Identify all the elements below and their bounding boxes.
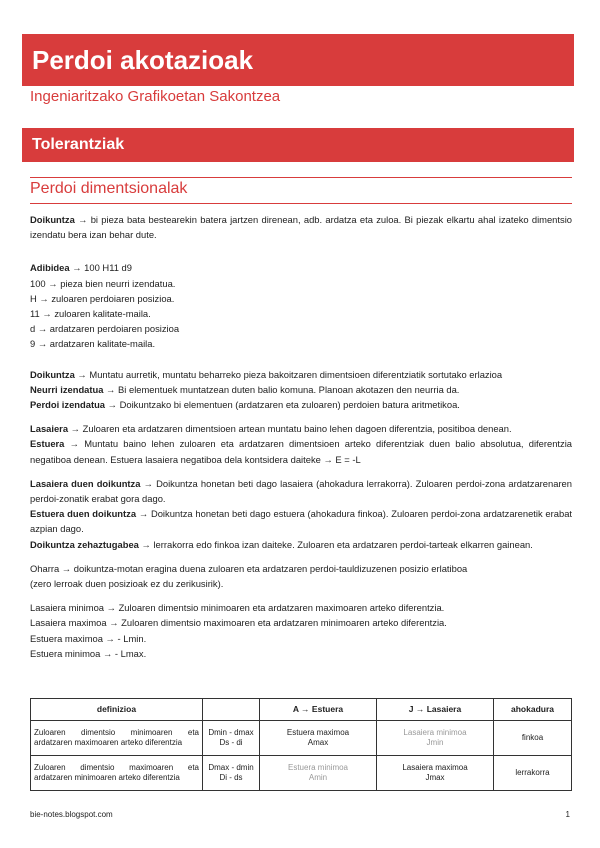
final-line: Lasaiera maximoa → Zuloaren dimentsio maximoaren eta ardatzaren minimoaren arteko diferentzia. bbox=[30, 617, 447, 629]
definition-text: → Doikuntzako bi elementuen (ardatzaren eta zuloaren) perdoien batura aritmetikoa. bbox=[105, 399, 460, 411]
definition-text: → lerrakorra edo finkoa izan daiteke. Zuloaren eta ardatzaren perdoi-tarteak elkarren gainean. bbox=[138, 538, 533, 550]
definition-line bbox=[30, 436, 572, 466]
definition-text: → Doikuntza honetan beti dago estuera (ahokadura finkoa). Zuloaren perdoi-zona ardatzarenetik erabat azpian dago. bbox=[30, 508, 573, 535]
term: Neurri izendatua bbox=[30, 383, 104, 395]
cell-text: Estuera minimoa bbox=[287, 762, 349, 772]
term: Lasaiera duen doikuntza bbox=[30, 477, 141, 489]
table-header-row bbox=[31, 699, 572, 721]
table-cell: finkoa bbox=[494, 721, 572, 756]
example-line: d → ardatzaren perdoiaren posizioa bbox=[30, 323, 180, 335]
subsection-rule-bottom bbox=[30, 203, 572, 204]
table-row bbox=[31, 721, 572, 756]
table-cell: lerrakorra bbox=[494, 756, 572, 791]
example-line: 100 → pieza bien neurri izendatua. bbox=[30, 277, 176, 289]
cell-text: Lasaiera maximoa bbox=[402, 762, 468, 772]
term: Estuera duen doikuntza bbox=[30, 508, 137, 520]
example-title bbox=[30, 260, 572, 275]
final-line: Lasaiera minimoa → Zuloaren dimentsio minimoaren eta ardatzaren maximoaren arteko diferentzia. bbox=[30, 602, 445, 614]
term: Doikuntza zehaztugabea bbox=[30, 538, 139, 550]
column-header bbox=[203, 699, 260, 721]
page-number: 1 bbox=[565, 810, 570, 819]
cell-text: Jmin bbox=[426, 738, 444, 747]
definition-line bbox=[30, 367, 572, 382]
cell-text: Amax bbox=[307, 738, 329, 747]
cell-text: Lasaiera minimoa bbox=[403, 727, 467, 737]
final-line: Estuera maximoa → - Lmin. bbox=[30, 632, 147, 644]
example-line: H → zuloaren perdoiaren posizioa. bbox=[30, 292, 175, 304]
tolerance-table bbox=[30, 698, 572, 791]
table-cell bbox=[377, 721, 494, 756]
definition-text: → bi pieza bata bestearekin batera jartzen direnean, adb. ardatza eta zuloa. Bi piezak elkartu ahal izateko dimentsio izendatu bera izan behar dute. bbox=[30, 214, 572, 241]
definition-line bbox=[30, 421, 572, 436]
definition-line bbox=[30, 537, 572, 552]
formula: Dmax - dmin bbox=[208, 762, 254, 772]
cell-text: Estuera maximoa bbox=[286, 727, 350, 737]
definition-line bbox=[30, 506, 572, 536]
table-cell bbox=[260, 756, 377, 791]
formula: Di - ds bbox=[219, 773, 243, 782]
term: Perdoi izendatua bbox=[30, 399, 106, 411]
table-cell: Zuloaren dimentsio minimoaren eta ardatzaren maximoaren arteko diferentzia bbox=[31, 721, 203, 756]
column-header: A → Estuera bbox=[260, 699, 377, 721]
note-line: Oharra → doikuntza-motan eragina duena zuloaren eta ardatzaren perdoi-tauldizuzenen posizio erlatiboa bbox=[30, 562, 468, 574]
page-title: Perdoi akotazioak bbox=[22, 34, 574, 86]
section-heading: Tolerantziak bbox=[22, 128, 574, 162]
term: Lasaiera bbox=[30, 423, 69, 435]
cell-text: Jmax bbox=[425, 773, 445, 782]
table-row bbox=[31, 756, 572, 791]
term: Doikuntza bbox=[30, 368, 75, 380]
column-header: ahokadura bbox=[494, 699, 572, 721]
definition-line bbox=[30, 397, 572, 412]
note-line: (zero lerroak duen posizioak ez du zerikusirik). bbox=[30, 578, 224, 590]
column-header: definizioa bbox=[31, 699, 203, 721]
example-line: 9 → ardatzaren kalitate-maila. bbox=[30, 338, 156, 350]
definition-line bbox=[30, 382, 572, 397]
final-line: Estuera minimoa → - Lmax. bbox=[30, 647, 147, 659]
table-cell: Zuloaren dimentsio maximoaren eta ardatzaren minimoaren arteko diferentzia bbox=[31, 756, 203, 791]
subsection-heading: Perdoi dimentsionalak bbox=[30, 180, 188, 197]
definition-text: → Bi elementuek muntatzean duten balio komuna. Planoan akotazen den neurria da. bbox=[103, 383, 460, 395]
table-cell bbox=[377, 756, 494, 791]
example-value: → 100 H11 d9 bbox=[69, 262, 132, 274]
paragraph-doikuntza bbox=[30, 212, 572, 242]
table-cell bbox=[203, 721, 260, 756]
footer-site: bie-notes.blogspot.com bbox=[30, 810, 113, 819]
column-header: J → Lasaiera bbox=[377, 699, 494, 721]
term: Estuera bbox=[30, 438, 65, 450]
term: Doikuntza bbox=[30, 214, 75, 225]
cell-text: Amin bbox=[308, 773, 328, 782]
term: Adibidea bbox=[30, 262, 70, 274]
table-cell bbox=[260, 721, 377, 756]
subsection-rule-top bbox=[30, 177, 572, 178]
example-line: 11 → zuloaren kalitate-maila. bbox=[30, 308, 151, 320]
page-subtitle: Ingeniaritzako Grafikoetan Sakontzea bbox=[30, 88, 281, 105]
definition-text: → Zuloaren eta ardatzaren dimentsioen artean muntatu baino lehen dagoen diferentzia, positiboa denean. bbox=[68, 423, 512, 435]
definition-text: → Doikuntza honetan beti dago lasaiera (ahokadura lerrakorra). Zuloaren perdoi-zona ardatzarenaren perdoi-zonatik erabat gora dago. bbox=[30, 477, 572, 505]
definition-text: → Muntatu aurretik, muntatu beharreko pieza bakoitzaren dimentsioen diferentziatik sortutako erlazioa bbox=[74, 368, 503, 380]
document-body bbox=[30, 212, 572, 661]
table-cell bbox=[203, 756, 260, 791]
definition-line bbox=[30, 476, 572, 506]
formula: Dmin - dmax bbox=[208, 727, 254, 737]
formula: Ds - di bbox=[219, 738, 243, 747]
definition-text: → Muntatu baino lehen zuloaren eta ardatzaren dimentsioen arteko diferentziak duen balio absolutua, diferentzia negatiboa denean. Estuera lasaiera negatiboa dela kontsidera daiteke → E = -L bbox=[30, 438, 572, 465]
